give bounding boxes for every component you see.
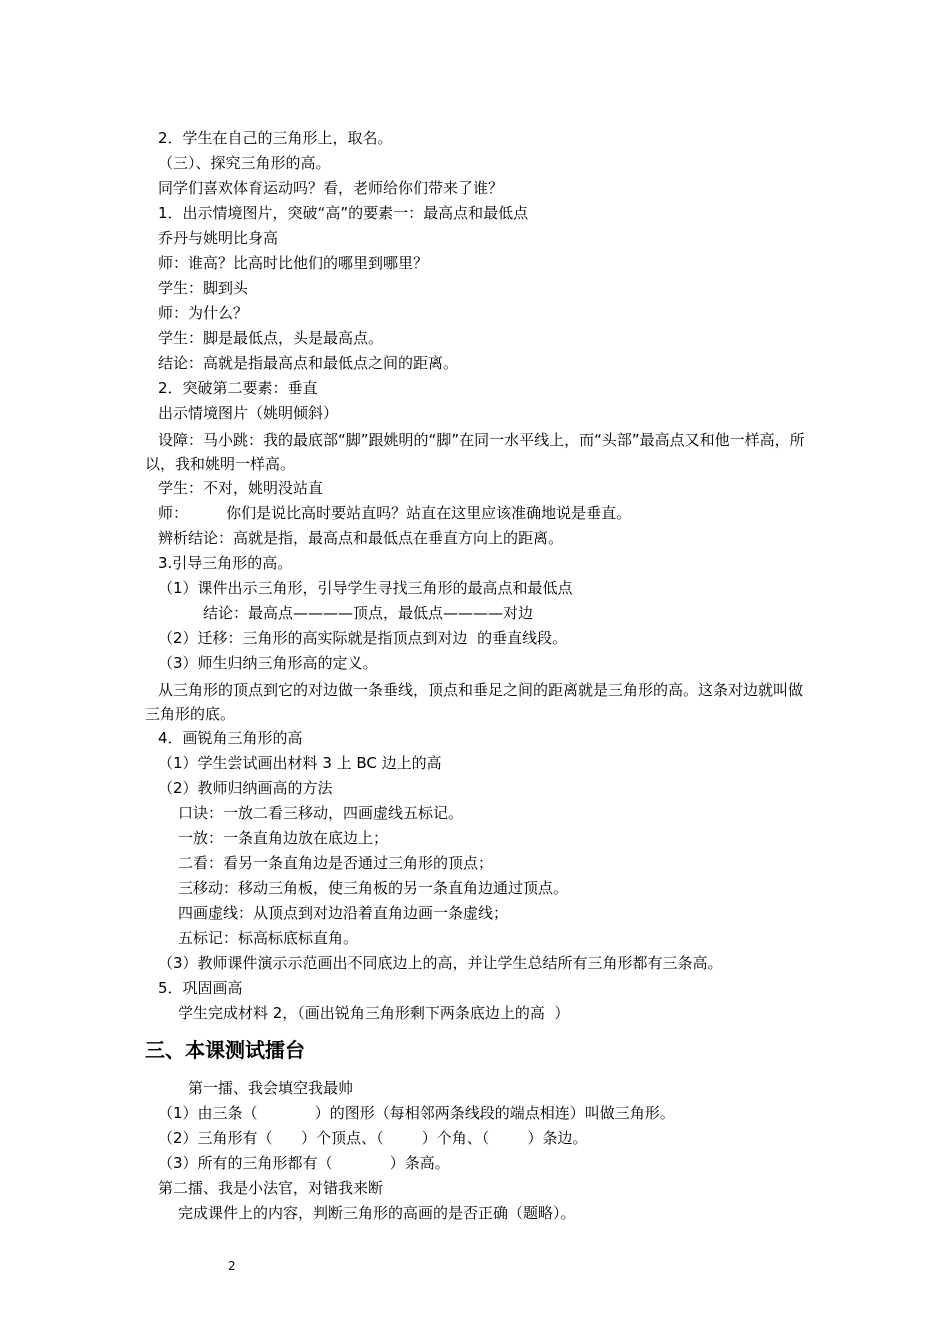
text-line: 完成课件上的内容，判断三角形的高画的是否正确（题略）。: [178, 1204, 576, 1222]
text-line: （三）、探究三角形的高。: [158, 154, 331, 172]
text-line: （1）由三条（ ）的图形（每相邻两条线段的端点相连）叫做三角形。: [158, 1104, 675, 1122]
section-heading: 三、本课测试擂台: [145, 1038, 305, 1062]
text-line: 一放：一条直角边放在底边上；: [178, 829, 389, 847]
text-line: 辨析结论：高就是指，最高点和最低点在垂直方向上的距离。: [158, 529, 564, 547]
text-line: 结论：最高点————顶点，最低点————对边: [203, 604, 534, 622]
text-line: 出示情境图片（姚明倾斜）: [158, 404, 339, 422]
text-line: 4．画锐角三角形的高: [158, 729, 303, 747]
page-number: 2: [228, 1259, 236, 1273]
text-line: 乔丹与姚明比身高: [158, 229, 279, 247]
text-line: 1．出示情境图片，突破“高”的要素一：最高点和最低点: [158, 204, 529, 222]
text-line: 2．学生在自己的三角形上，取名。: [158, 129, 393, 147]
text-line: （2）教师归纳画高的方法: [158, 779, 333, 797]
paragraph: 设障：马小跳：我的最底部“脚”跟姚明的“脚”在同一水平线上，而“头部”最高点又和他一样高，所以，我和姚明一样高。: [145, 431, 805, 473]
text-line: 学生：脚到头: [158, 279, 249, 297]
text-line: 第二擂、我是小法官，对错我来断: [158, 1179, 384, 1197]
text-line: 三移动：移动三角板，使三角板的另一条直角边通过顶点。: [178, 879, 569, 897]
text-line: （1）课件出示三角形，引导学生寻找三角形的最高点和最低点: [158, 579, 573, 597]
text-line: （2）迁移：三角形的高实际就是指顶点到对边 的垂直线段。: [158, 629, 568, 647]
text-line: 五标记：标高标底标直角。: [178, 929, 359, 947]
text-line: （2）三角形有（ ）个顶点、（ ）个角、（ ）条边。: [158, 1129, 588, 1147]
text-line: 2．突破第二要素：垂直: [158, 379, 318, 397]
text-line: 师：谁高？比高时比他们的哪里到哪里？: [158, 254, 429, 272]
text-line: 口诀：一放二看三移动，四画虚线五标记。: [178, 804, 464, 822]
text-line: 第一擂、我会填空我最帅: [188, 1079, 354, 1097]
text-line: 师：为什么？: [158, 304, 249, 322]
text-line: 学生：不对，姚明没站直: [158, 479, 324, 497]
text-line: （1）学生尝试画出材料 3 上 BC 边上的高: [158, 754, 442, 772]
text-line: 结论：高就是指最高点和最低点之间的距离。: [158, 354, 459, 372]
paragraph: 从三角形的顶点到它的对边做一条垂线，顶点和垂足之间的距离就是三角形的高。这条对边就叫做三角形的底。: [145, 681, 804, 723]
text-line: 四画虚线：从顶点到对边沿着直角边画一条虚线；: [178, 904, 509, 922]
text-line: 二看：看另一条直角边是否通过三角形的顶点；: [178, 854, 494, 872]
text-line: （3）所有的三角形都有（ ）条高。: [158, 1154, 450, 1172]
text-line: 学生完成材料 2，（画出锐角三角形剩下两条底边上的高 ）: [178, 1004, 570, 1022]
text-line: 师： 你们是说比高时要站直吗？站直在这里应该准确地说是垂直。: [158, 504, 632, 522]
text-line: 3.引导三角形的高。: [158, 554, 293, 572]
text-line: 学生：脚是最低点，头是最高点。: [158, 329, 384, 347]
text-line: 同学们喜欢体育运动吗？看，老师给你们带来了谁？: [158, 179, 504, 197]
text-line: 5．巩固画高: [158, 979, 243, 997]
text-line: （3）师生归纳三角形高的定义。: [158, 654, 378, 672]
text-line: （3）教师课件演示示范画出不同底边上的高，并让学生总结所有三角形都有三条高。: [158, 954, 723, 972]
